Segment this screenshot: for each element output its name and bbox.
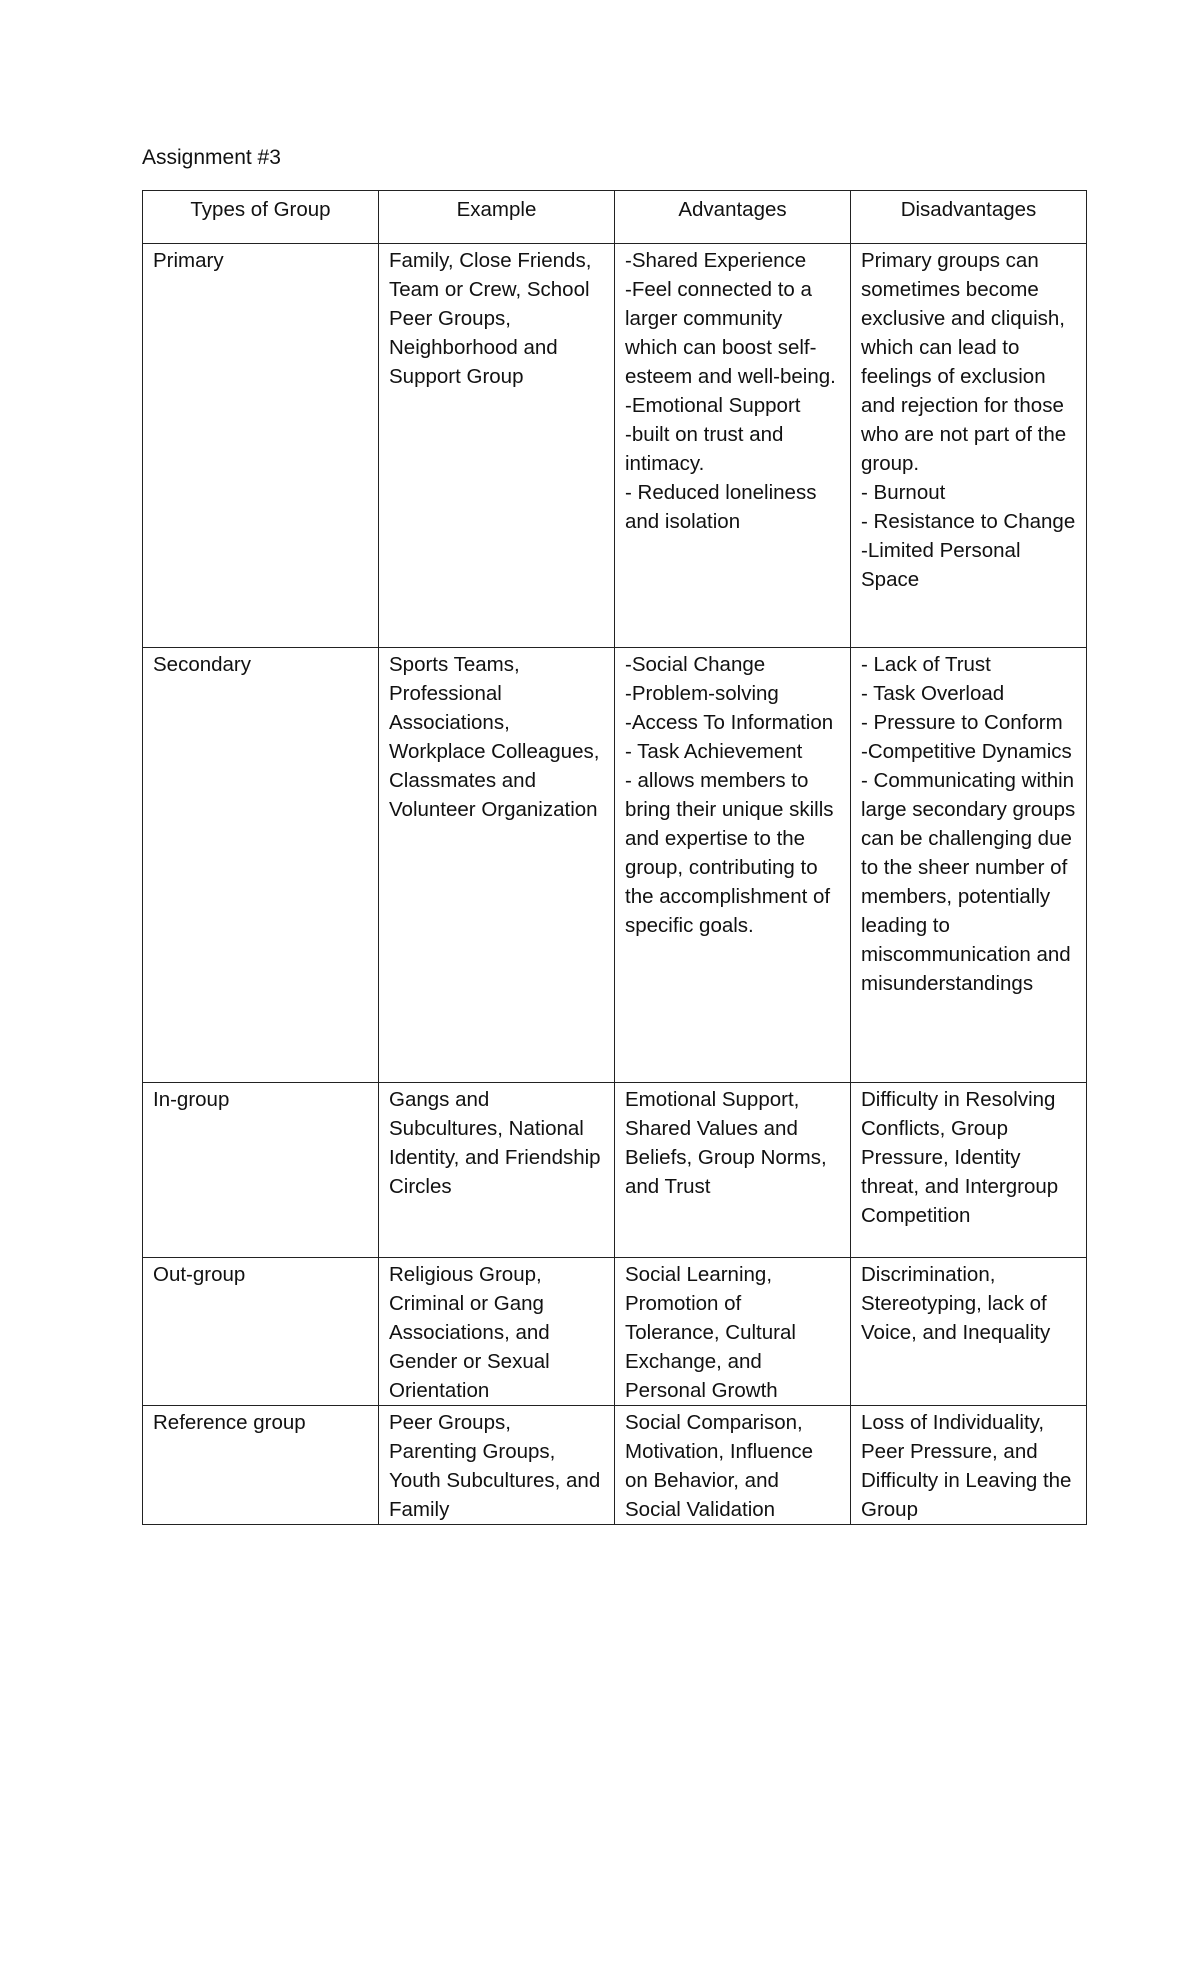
disadvantage-item: - Communicating within large secondary groups can be challenging due to the sheer number of members, potentially leading to miscommunication and misunderstandings	[861, 769, 1076, 995]
advantage-item: - Reduced loneliness and isolation	[625, 481, 817, 533]
table-row-in-group	[143, 1083, 1087, 1258]
advantage-item: -Social Change	[625, 653, 766, 676]
disadvantage-item: -Competitive Dynamics	[861, 740, 1072, 763]
cell-disadvantages	[851, 1083, 1087, 1258]
cell-example: Sports Teams, Professional Associations, Workplace Colleagues, Classmates and Volunteer Organization	[379, 648, 615, 1083]
cell-disadvantages	[851, 244, 1087, 648]
table-row-secondary	[143, 648, 1087, 1083]
header-advantages: Advantages	[615, 191, 851, 244]
cell-type: Secondary	[143, 648, 379, 1083]
cell-example: Family, Close Friends, Team or Crew, School Peer Groups, Neighborhood and Support Group	[379, 244, 615, 648]
disadvantage-item: - Pressure to Conform	[861, 711, 1063, 734]
table-row-primary	[143, 244, 1087, 648]
advantage-item: -Feel connected to a larger community which can boost self-esteem and well-being.	[625, 278, 836, 388]
header-example: Example	[379, 191, 615, 244]
advantage-item: Social Comparison, Motivation, Influence on Behavior, and Social Validation	[625, 1411, 814, 1521]
cell-advantages	[615, 648, 851, 1083]
advantage-item: -Emotional Support	[625, 394, 801, 417]
cell-type: Out-group	[143, 1258, 379, 1406]
advantage-item: Social Learning, Promotion of Tolerance, Cultural Exchange, and Personal Growth	[625, 1263, 796, 1402]
advantage-item: -Shared Experience	[625, 249, 807, 272]
table-row-out-group	[143, 1258, 1087, 1406]
cell-type: In-group	[143, 1083, 379, 1258]
cell-example: Gangs and Subcultures, National Identity, and Friendship Circles	[379, 1083, 615, 1258]
disadvantage-item: Difficulty in Resolving Conflicts, Group Pressure, Identity threat, and Intergroup Competition	[861, 1088, 1059, 1227]
cell-example: Peer Groups, Parenting Groups, Youth Subcultures, and Family	[379, 1406, 615, 1525]
header-disadvantages: Disadvantages	[851, 191, 1087, 244]
cell-disadvantages	[851, 648, 1087, 1083]
disadvantage-item: - Lack of Trust	[861, 653, 991, 676]
cell-advantages	[615, 1258, 851, 1406]
cell-advantages	[615, 1083, 851, 1258]
group-types-table	[142, 190, 1087, 1525]
disadvantage-item: - Resistance to Change	[861, 510, 1076, 533]
disadvantage-item: - Task Overload	[861, 682, 1005, 705]
advantage-item: -Access To Information	[625, 711, 834, 734]
cell-disadvantages	[851, 1406, 1087, 1525]
cell-example: Religious Group, Criminal or Gang Associations, and Gender or Sexual Orientation	[379, 1258, 615, 1406]
cell-advantages	[615, 1406, 851, 1525]
advantage-item: -Problem-solving	[625, 682, 779, 705]
header-types-of-group: Types of Group	[143, 191, 379, 244]
advantage-item: - allows members to bring their unique skills and expertise to the group, contributing to the accomplishment of specific goals.	[625, 769, 834, 937]
advantage-item: Emotional Support, Shared Values and Beliefs, Group Norms, and Trust	[625, 1088, 827, 1198]
advantage-item: -built on trust and intimacy.	[625, 423, 784, 475]
advantage-item: - Task Achievement	[625, 740, 803, 763]
disadvantage-item: Loss of Individuality, Peer Pressure, and Difficulty in Leaving the Group	[861, 1411, 1072, 1521]
cell-disadvantages	[851, 1258, 1087, 1406]
table-header-row	[143, 191, 1087, 244]
table-row-reference-group	[143, 1406, 1087, 1525]
disadvantage-item: -Limited Personal Space	[861, 539, 1021, 591]
cell-type: Reference group	[143, 1406, 379, 1525]
disadvantage-item: - Burnout	[861, 481, 946, 504]
cell-type: Primary	[143, 244, 379, 648]
disadvantage-item: Discrimination, Stereotyping, lack of Voice, and Inequality	[861, 1263, 1051, 1344]
disadvantage-item: Primary groups can sometimes become exclusive and cliquish, which can lead to feelings of exclusion and rejection for those who are not part of the group.	[861, 249, 1067, 475]
page-title: Assignment #3	[142, 146, 281, 169]
cell-advantages	[615, 244, 851, 648]
